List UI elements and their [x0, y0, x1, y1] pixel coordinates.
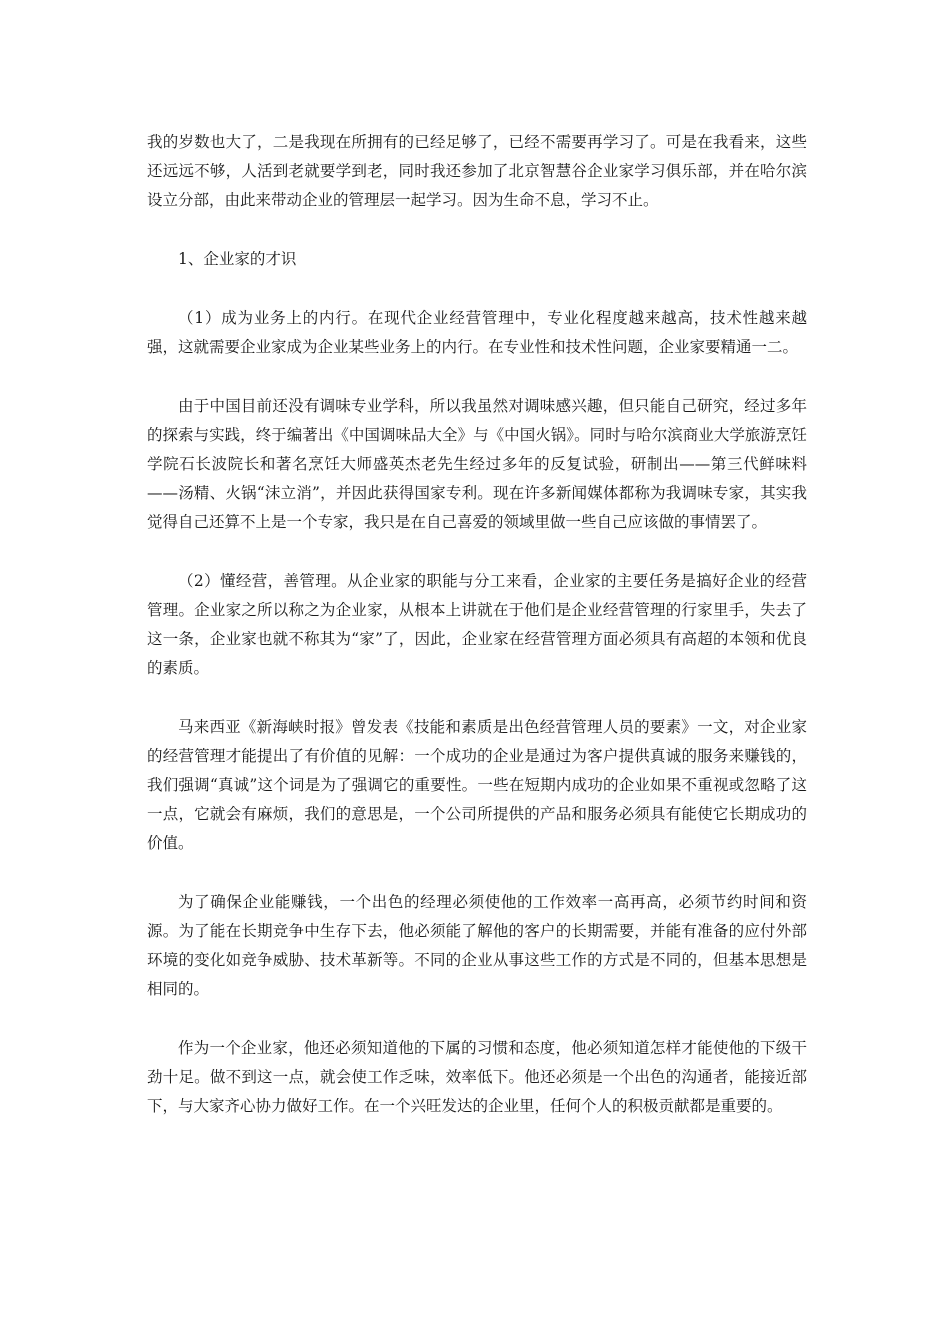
paragraph-continuation: 我的岁数也大了，二是我现在所拥有的已经足够了，已经不需要再学习了。可是在我看来，这些还远远不够，人活到老就要学到老，同时我还参加了北京智慧谷企业家学习俱乐部，并在哈尔滨设立分部，由此来带动企业的管理层一起学习。因为生命不息，学习不止。 [147, 133, 807, 209]
paragraph-subordinates: 作为一个企业家，他还必须知道他的下属的习惯和态度，他必须知道怎样才能使他的下级干劲十足。做不到这一点，就会使工作乏味，效率低下。他还必须是一个出色的沟通者，能接近部下，与大家齐心协力做好工作。在一个兴旺发达的企业里，任何个人的积极贡献都是重要的。 [147, 1039, 807, 1115]
paragraph-seasoning: 由于中国目前还没有调味专业学科，所以我虽然对调味感兴趣，但只能自己研究，经过多年的探索与实践，终于编著出《中国调味品大全》与《中国火锅》。同时与哈尔滨商业大学旅游烹饪学院石长波院长和著名烹饪大师盛英杰老先生经过多年的反复试验，研制出——第三代鲜味料——汤精、火锅“沫立消”，并因此获得国家专利。现在许多新闻媒体都称为我调味专家，其实我觉得自己还算不上是一个专家，我只是在自己喜爱的领域里做一些自己应该做的事情罢了。 [147, 397, 807, 531]
document-body [147, 128, 807, 1151]
paragraph-malaysia: 马来西亚《新海峡时报》曾发表《技能和素质是出色经营管理人员的要素》一文，对企业家的经营管理才能提出了有价值的见解：一个成功的企业是通过为客户提供真诚的服务来赚钱的，我们强调“真诚”这个词是为了强调它的重要性。一些在短期内成功的企业如果不重视或忽略了这一点，它就会有麻烦，我们的意思是，一个公司所提供的产品和服务必须具有能使它长期成功的价值。 [147, 718, 807, 852]
paragraph-efficiency: 为了确保企业能赚钱，一个出色的经理必须使他的工作效率一高再高，必须节约时间和资源。为了能在长期竞争中生存下去，他必须能了解他的客户的长期需要，并能有准备的应付外部环境的变化如竞争威胁、技术革新等。不同的企业从事这些工作的方式是不同的，但基本思想是相同的。 [147, 893, 807, 998]
section-heading: 1、企业家的才识 [178, 250, 297, 268]
paragraph-item-1: （1）成为业务上的内行。在现代企业经营管理中，专业化程度越来越高，技术性越来越强，这就需要企业家成为企业某些业务上的内行。在专业性和技术性问题，企业家要精通一二。 [147, 309, 807, 356]
paragraph-item-2: （2）懂经营，善管理。从企业家的职能与分工来看，企业家的主要任务是搞好企业的经营管理。企业家之所以称之为企业家，从根本上讲就在于他们是企业经营管理的行家里手，失去了这一条，企业家也就不称其为“家”了，因此，企业家在经营管理方面必须具有高超的本领和优良的素质。 [147, 572, 807, 677]
